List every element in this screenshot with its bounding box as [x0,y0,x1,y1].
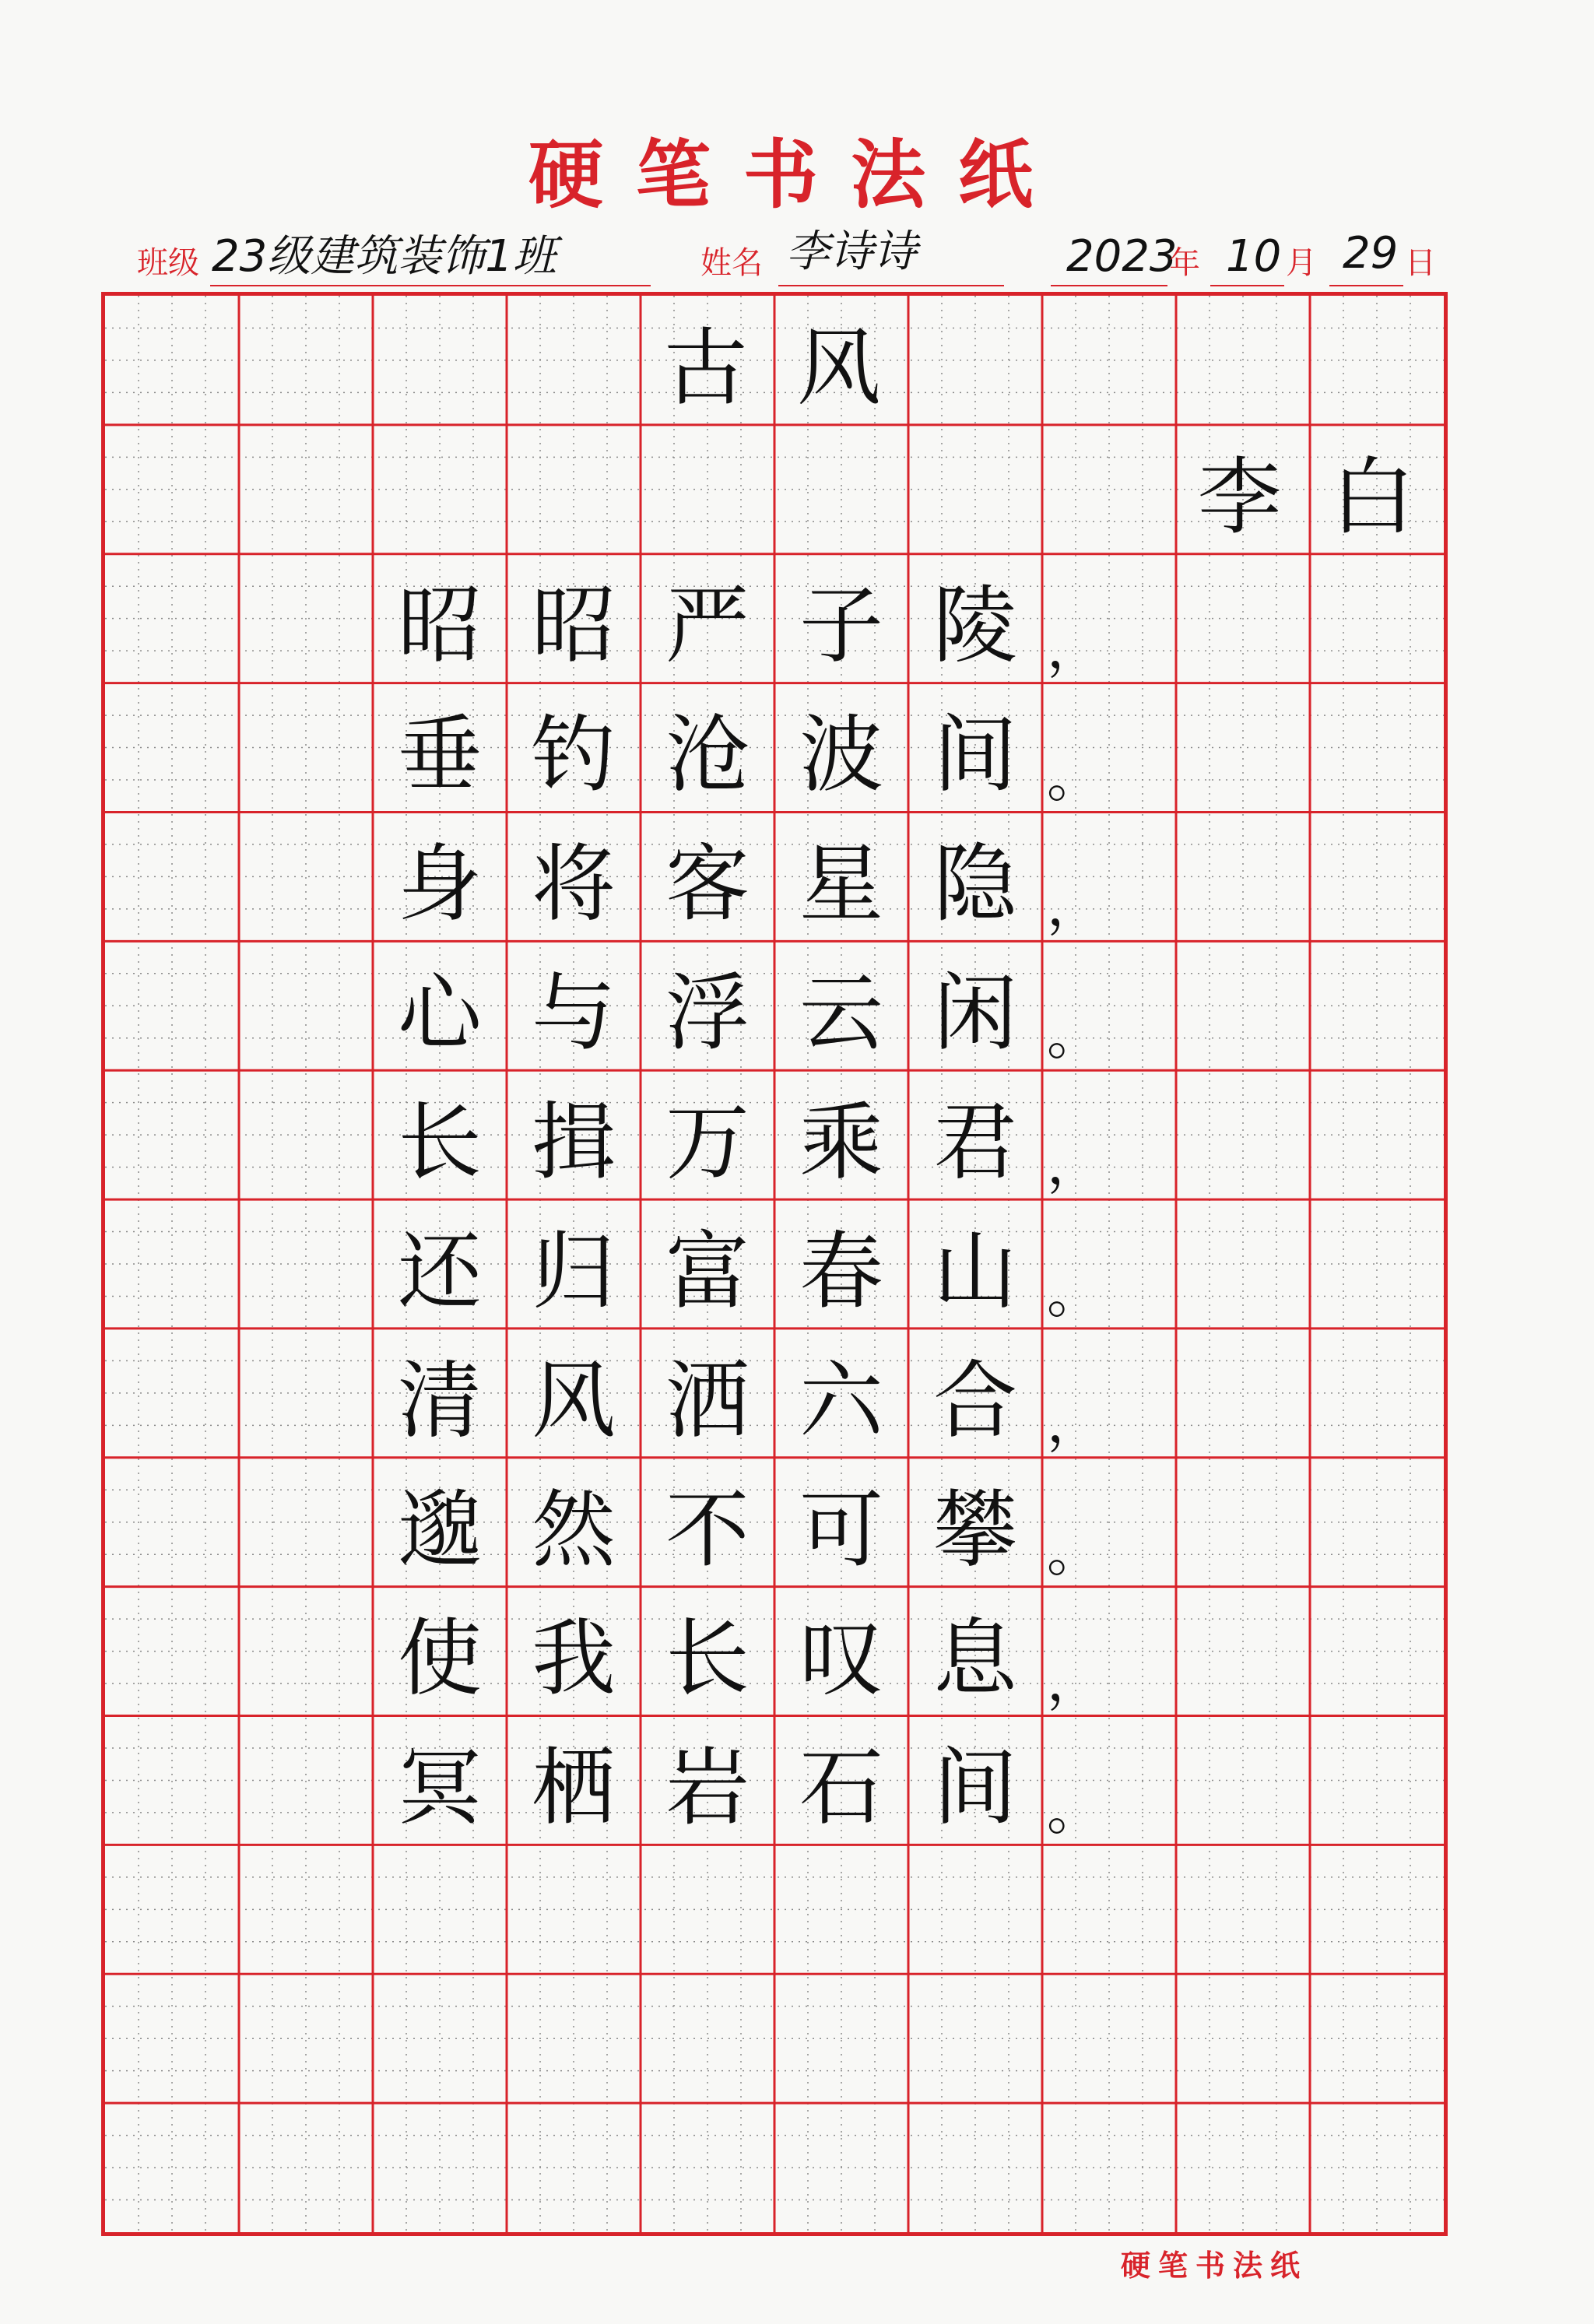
poem-char: 不 [665,1481,750,1579]
poem-char: 隐 [932,836,1017,934]
poem-char: 攀 [932,1481,1017,1579]
class-underline [210,285,651,286]
poem-title-char: 古 [663,319,748,417]
name-underline [778,285,1004,286]
poem-punctuation: ， [1047,1132,1101,1197]
month-underline [1210,285,1284,286]
year-underline [1051,285,1167,286]
poem-char: 长 [397,1094,482,1192]
poem-char: 昭 [531,577,616,676]
poem-char: 春 [799,1223,883,1321]
poem-char: 揖 [531,1094,616,1192]
poem-char: 乘 [799,1094,883,1192]
poem-char: 冥 [397,1739,482,1838]
poem-char: 沧 [665,707,750,805]
poem-char: 心 [397,964,482,1062]
poem-char: 富 [665,1223,750,1321]
poem-author-char: 白 [1330,448,1415,546]
poem-char: 风 [531,1352,616,1450]
poem-punctuation: 。 [1047,1262,1101,1326]
poem-punctuation: 。 [1047,1519,1101,1584]
poem-char: 可 [799,1481,883,1579]
class-label: 班级 [137,245,199,281]
year-value: 2023 [1066,231,1178,282]
poem-char: 将 [531,836,616,934]
poem-char: 邈 [397,1481,482,1579]
poem-char: 合 [932,1352,1017,1450]
poem-punctuation: ， [1047,874,1101,939]
poem-char: 昭 [397,577,482,676]
poem-char: 使 [397,1610,482,1708]
poem-char: 波 [799,707,883,805]
poem-punctuation: 。 [1047,745,1101,809]
day-underline [1329,285,1403,286]
poem-title-char: 风 [796,319,881,417]
class-value: 23级建筑装饰1班 [212,231,556,282]
poem-char: 六 [799,1352,883,1450]
poem-author-char: 李 [1197,448,1282,546]
poem-char: 石 [799,1739,883,1838]
poem-char: 山 [932,1223,1017,1321]
poem-char: 岩 [665,1739,750,1838]
year-label: 年 [1169,245,1200,281]
poem-char: 身 [397,836,482,934]
month-label: 月 [1286,245,1317,281]
poem-char: 万 [665,1094,750,1192]
poem-char: 栖 [531,1739,616,1838]
sheet-title: 硬笔书法纸 [528,131,1066,219]
day-label: 日 [1405,245,1436,281]
poem-char: 严 [665,577,750,676]
poem-char: 还 [397,1223,482,1321]
poem-char: 云 [799,964,883,1062]
poem-char: 叹 [799,1610,883,1708]
poem-char: 浮 [665,964,750,1062]
poem-char: 闲 [932,964,1017,1062]
poem-char: 我 [531,1610,616,1708]
poem-punctuation: ， [1047,1391,1101,1455]
poem-char: 君 [932,1094,1017,1192]
name-value: 李诗诗 [786,226,917,277]
month-value: 10 [1226,231,1282,282]
poem-char: 星 [799,836,883,934]
poem-punctuation: 。 [1047,1003,1101,1068]
poem-punctuation: ， [1047,616,1101,680]
poem-char: 归 [531,1223,616,1321]
poem-char: 陵 [932,577,1017,676]
poem-char: 间 [932,1739,1017,1838]
poem-char: 长 [665,1610,750,1708]
name-label: 姓名 [700,245,763,281]
day-value: 29 [1343,228,1399,279]
footer-brand: 硬笔书法纸 [1121,2248,1308,2283]
poem-char: 垂 [397,707,482,805]
poem-char: 然 [531,1481,616,1579]
poem-char: 与 [531,964,616,1062]
poem-char: 间 [932,707,1017,805]
poem-char: 子 [799,577,883,676]
poem-char: 息 [932,1610,1017,1708]
poem-char: 客 [665,836,750,934]
poem-char: 钓 [531,707,616,805]
poem-char: 清 [397,1352,482,1450]
poem-punctuation: 。 [1047,1778,1101,1842]
writing-grid [101,292,1448,2236]
info-row [0,226,1594,296]
poem-punctuation: ， [1047,1648,1101,1713]
poem-char: 洒 [665,1352,750,1450]
